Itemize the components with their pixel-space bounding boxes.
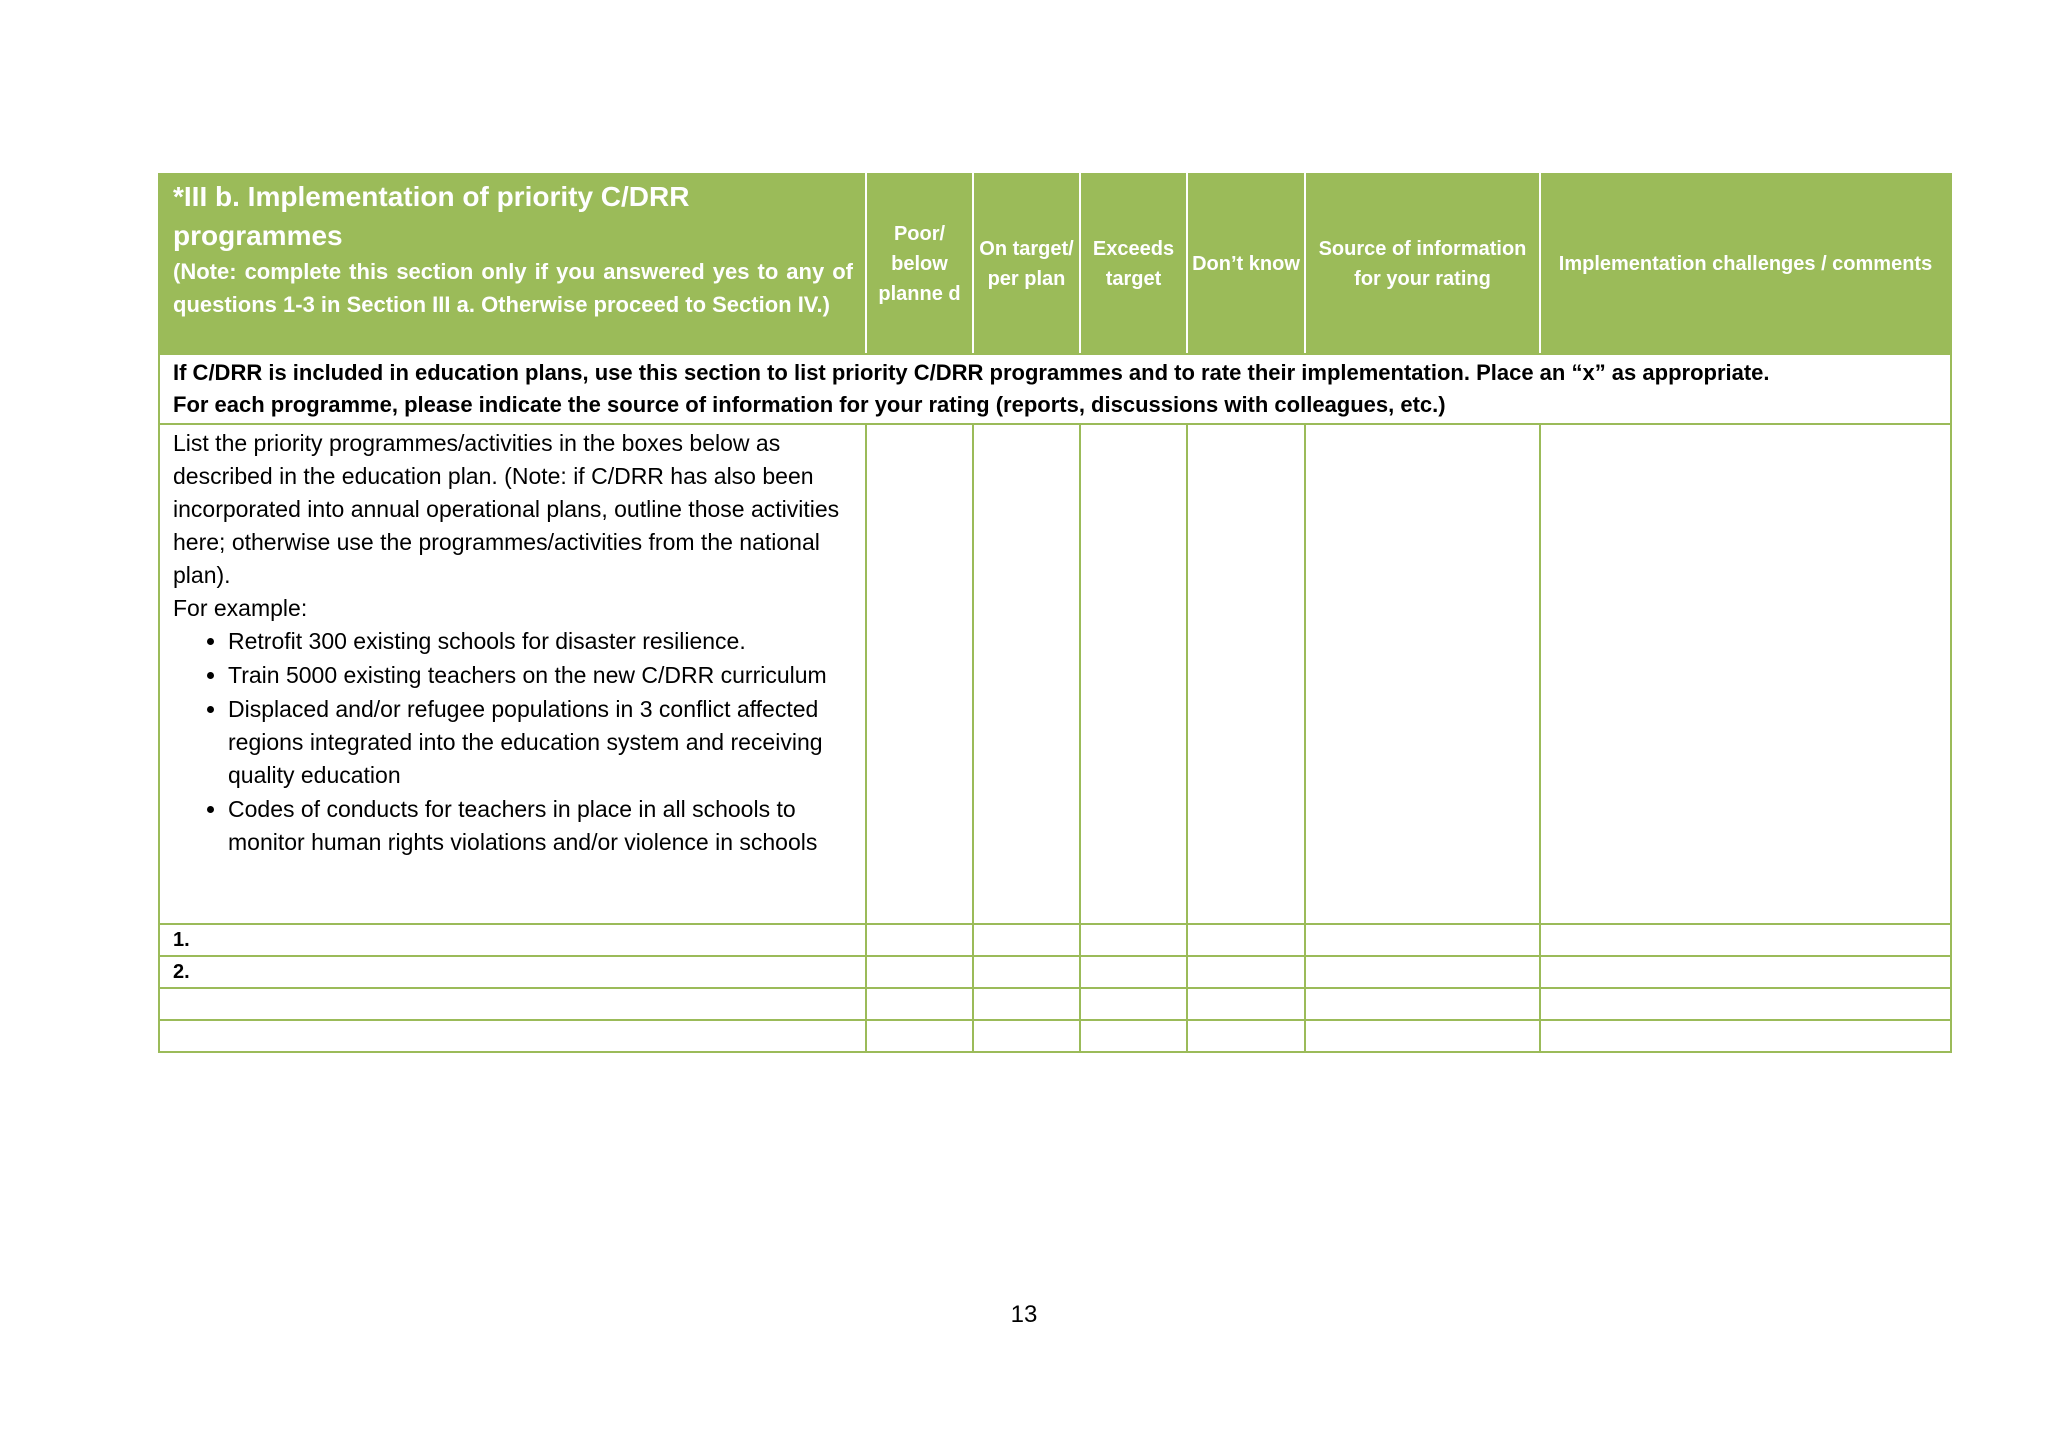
rating-cell-poor[interactable]: [866, 924, 973, 956]
col-implementation-challenges: Implementation challenges / comments: [1540, 174, 1951, 354]
section-header: [159, 174, 866, 354]
description-cell: [159, 424, 866, 924]
comments-cell[interactable]: [1540, 424, 1951, 924]
rating-cell-exceeds[interactable]: [1080, 956, 1187, 988]
rating-cell-dont-know[interactable]: [1187, 924, 1305, 956]
description-intro: List the priority programmes/activities in the boxes below as described in the education plan. (Note: if C/DRR has also been incorporated into annual operational plans, outline those activities here; otherwise use the programmes/activities from the national plan).: [173, 430, 840, 588]
col-exceeds-target: Exceeds target: [1080, 174, 1187, 354]
description-row: [159, 424, 1951, 924]
rating-cell-poor[interactable]: [866, 956, 973, 988]
comments-cell[interactable]: [1540, 988, 1951, 1020]
source-cell[interactable]: [1305, 988, 1540, 1020]
source-cell[interactable]: [1305, 924, 1540, 956]
comments-cell[interactable]: [1540, 956, 1951, 988]
example-label: For example:: [173, 595, 308, 621]
rating-cell-dont-know[interactable]: [1187, 1020, 1305, 1052]
section-title: *III b. Implementation of priority C/DRR programmes: [173, 181, 690, 251]
programme-cell[interactable]: 2.: [159, 956, 866, 988]
rating-cell-on-target[interactable]: [973, 988, 1080, 1020]
rating-cell-on-target[interactable]: [973, 1020, 1080, 1052]
col-poor-below-planned: Poor/ below planne d: [866, 174, 973, 354]
col-on-target: On target/ per plan: [973, 174, 1080, 354]
programme-row-4: [159, 1020, 1951, 1052]
source-cell[interactable]: [1305, 424, 1540, 924]
comments-cell[interactable]: [1540, 1020, 1951, 1052]
example-list: [173, 625, 855, 859]
col-dont-know: Don’t know: [1187, 174, 1305, 354]
example-item: • Displaced and/or refugee populations in 3 conflict affected regions integrated into the education system and receiving quality education: [228, 693, 855, 792]
comments-cell[interactable]: [1540, 924, 1951, 956]
programme-row-1: [159, 924, 1951, 956]
example-item: • Codes of conducts for teachers in place in all schools to monitor human rights violations and/or violence in schools: [228, 793, 855, 859]
rating-cell-on-target[interactable]: [973, 924, 1080, 956]
rating-cell-poor[interactable]: [866, 1020, 973, 1052]
rating-cell-poor[interactable]: [866, 988, 973, 1020]
programme-row-2: [159, 956, 1951, 988]
rating-cell-exceeds[interactable]: [1080, 1020, 1187, 1052]
instruction-cell: [159, 354, 1951, 424]
rating-cell-poor[interactable]: [866, 424, 973, 924]
col-source-of-information: Source of information for your rating: [1305, 174, 1540, 354]
rating-cell-dont-know[interactable]: [1187, 424, 1305, 924]
rating-cell-on-target[interactable]: [973, 424, 1080, 924]
instruction-line-1: If C/DRR is included in education plans, use this section to list priority C/DRR programmes and to rate their implementation. Place an “x” as appropriate.: [173, 360, 1770, 385]
rating-cell-dont-know[interactable]: [1187, 956, 1305, 988]
header-row: [159, 174, 1951, 354]
source-cell[interactable]: [1305, 956, 1540, 988]
instruction-line-2: For each programme, please indicate the source of information for your rating (reports, discussions with colleagues, etc.): [173, 392, 1446, 417]
example-item: • Train 5000 existing teachers on the new C/DRR curriculum: [228, 659, 855, 692]
rating-cell-exceeds[interactable]: [1080, 924, 1187, 956]
programme-cell[interactable]: [159, 988, 866, 1020]
section-note: (Note: complete this section only if you answered yes to any of questions 1-3 in Section III a. Otherwise proceed to Section IV.): [173, 259, 853, 317]
programme-cell[interactable]: [159, 1020, 866, 1052]
instruction-row: [159, 354, 1951, 424]
rating-cell-exceeds[interactable]: [1080, 424, 1187, 924]
rating-cell-on-target[interactable]: [973, 956, 1080, 988]
rating-cell-dont-know[interactable]: [1187, 988, 1305, 1020]
example-item: • Retrofit 300 existing schools for disaster resilience.: [228, 625, 855, 658]
programme-row-3: [159, 988, 1951, 1020]
implementation-table: [158, 173, 1952, 1053]
source-cell[interactable]: [1305, 1020, 1540, 1052]
rating-cell-exceeds[interactable]: [1080, 988, 1187, 1020]
page-number: 13: [1010, 1301, 1038, 1328]
programme-cell[interactable]: 1.: [159, 924, 866, 956]
